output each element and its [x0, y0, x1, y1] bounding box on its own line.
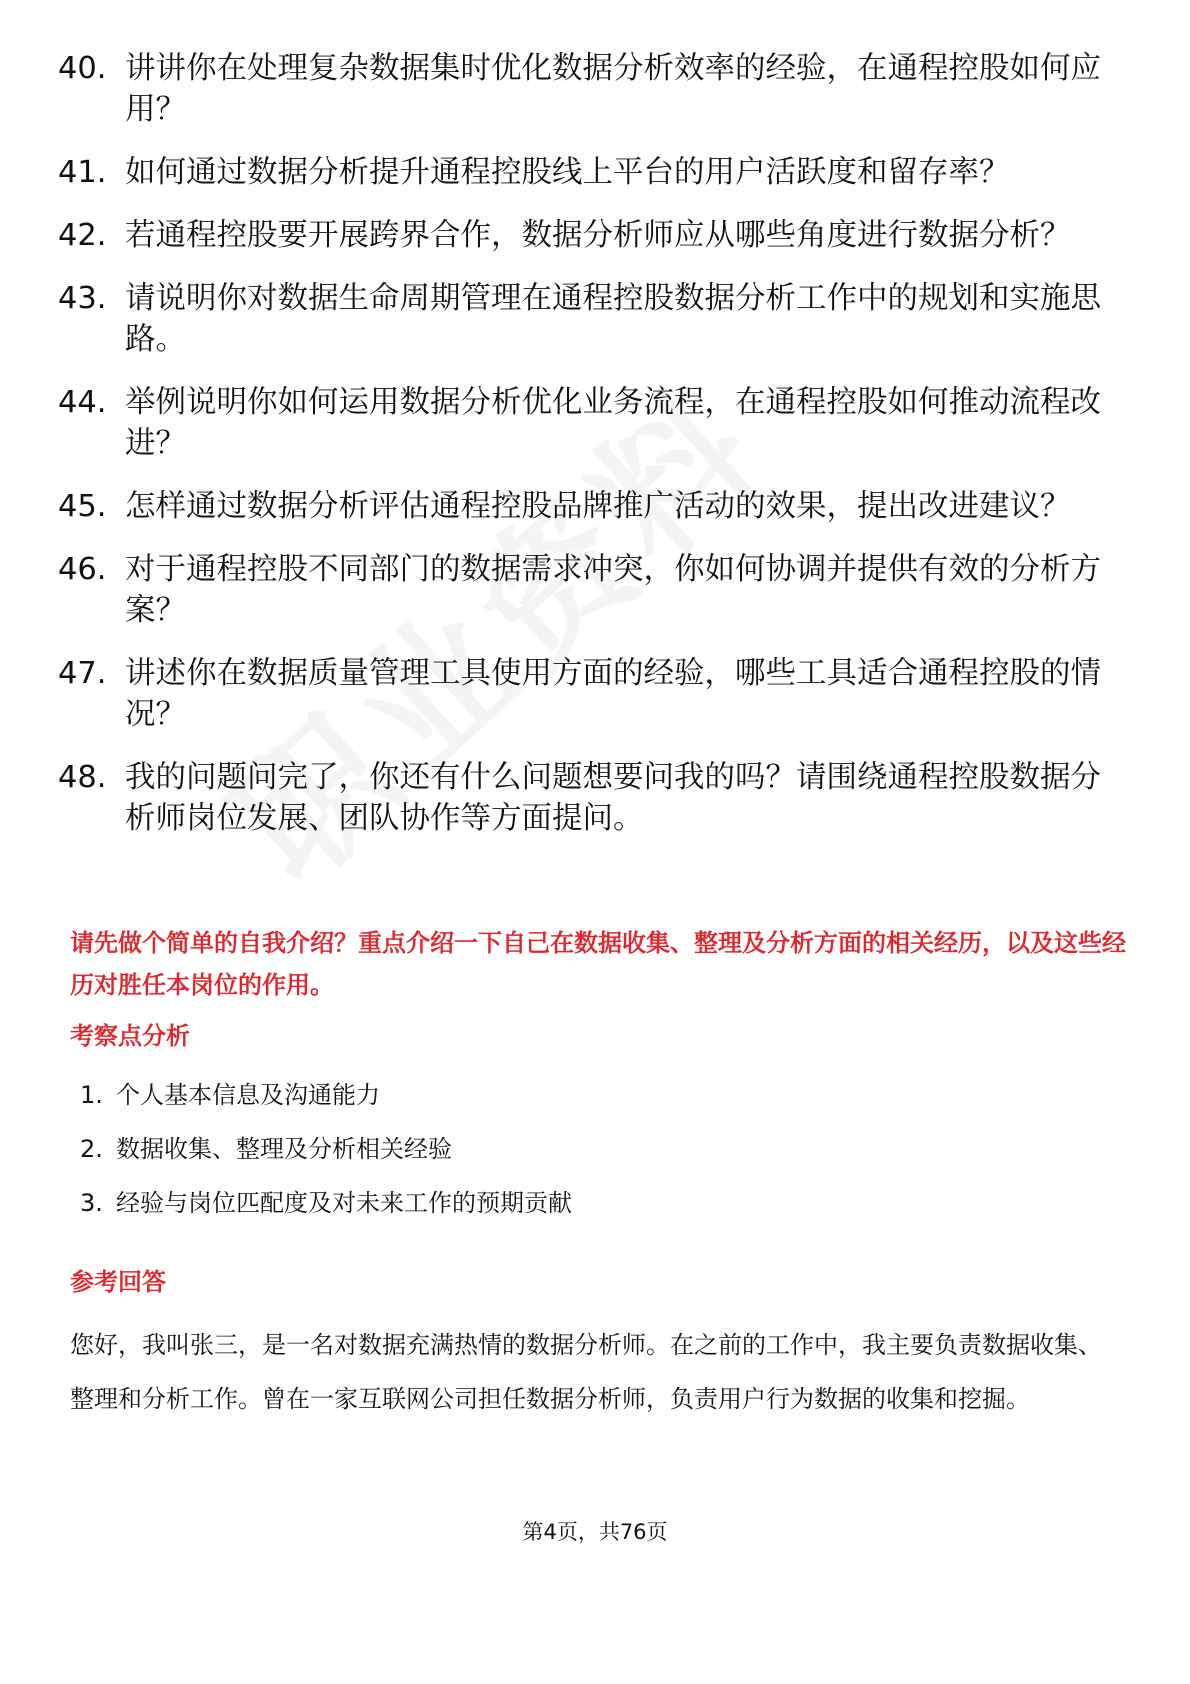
question-list: [58, 48, 1138, 861]
point-number: 3.: [80, 1189, 103, 1217]
question-number: 42.: [58, 218, 107, 253]
point-number: 2.: [80, 1135, 103, 1163]
question-item: [58, 486, 1138, 527]
page-footer: 第4页，共76页: [522, 1520, 668, 1544]
analysis-point: [80, 1188, 572, 1218]
question-text: 若通程控股要开展跨界合作，数据分析师应从哪些角度进行数据分析？: [125, 218, 1071, 253]
question-item: [58, 382, 1138, 464]
highlight-question: 请先做个简单的自我介绍？重点介绍一下自己在数据收集、整理及分析方面的相关经历，以及这些经历对胜任本岗位的作用。: [70, 929, 1126, 999]
point-number: 1.: [80, 1081, 103, 1109]
question-text: 讲述你在数据质量管理工具使用方面的经验，哪些工具适合通程控股的情况？: [125, 656, 1101, 732]
question-number: 48.: [58, 760, 107, 795]
question-item: [58, 278, 1138, 360]
question-text: 怎样通过数据分析评估通程控股品牌推广活动的效果，提出改进建议？: [125, 489, 1071, 524]
point-text: 数据收集、整理及分析相关经验: [116, 1135, 452, 1163]
reference-title: 参考回答: [70, 1268, 166, 1296]
question-item: [58, 653, 1138, 735]
question-item: [58, 549, 1138, 631]
analysis-title: 考察点分析: [70, 1022, 190, 1050]
point-text: 经验与岗位匹配度及对未来工作的预期贡献: [116, 1189, 572, 1217]
question-item: [58, 757, 1138, 839]
point-text: 个人基本信息及沟通能力: [116, 1081, 380, 1109]
question-number: 41.: [58, 155, 107, 190]
question-number: 46.: [58, 552, 107, 587]
question-number: 44.: [58, 385, 107, 420]
question-text: 讲讲你在处理复杂数据集时优化数据分析效率的经验，在通程控股如何应用？: [125, 51, 1101, 127]
question-number: 47.: [58, 656, 107, 691]
question-item: [58, 152, 1138, 193]
question-item: [58, 48, 1138, 130]
question-item: [58, 215, 1138, 256]
question-number: 45.: [58, 489, 107, 524]
reference-answer: 您好，我叫张三，是一名对数据充满热情的数据分析师。在之前的工作中，我主要负责数据收集、整理和分析工作。曾在一家互联网公司担任数据分析师，负责用户行为数据的收集和挖掘。: [70, 1331, 1102, 1413]
question-number: 43.: [58, 281, 107, 316]
question-text: 举例说明你如何运用数据分析优化业务流程，在通程控股如何推动流程改进？: [125, 385, 1101, 461]
analysis-point: [80, 1080, 572, 1110]
question-text: 对于通程控股不同部门的数据需求冲突，你如何协调并提供有效的分析方案？: [125, 552, 1101, 628]
question-text: 如何通过数据分析提升通程控股线上平台的用户活跃度和留存率？: [125, 155, 1010, 190]
question-text: 请说明你对数据生命周期管理在通程控股数据分析工作中的规划和实施思路。: [125, 281, 1101, 357]
question-text: 我的问题问完了，你还有什么问题想要问我的吗？请围绕通程控股数据分析师岗位发展、团队协作等方面提问。: [125, 760, 1101, 836]
analysis-point: [80, 1134, 572, 1164]
question-number: 40.: [58, 51, 107, 86]
analysis-points: [80, 1080, 572, 1242]
